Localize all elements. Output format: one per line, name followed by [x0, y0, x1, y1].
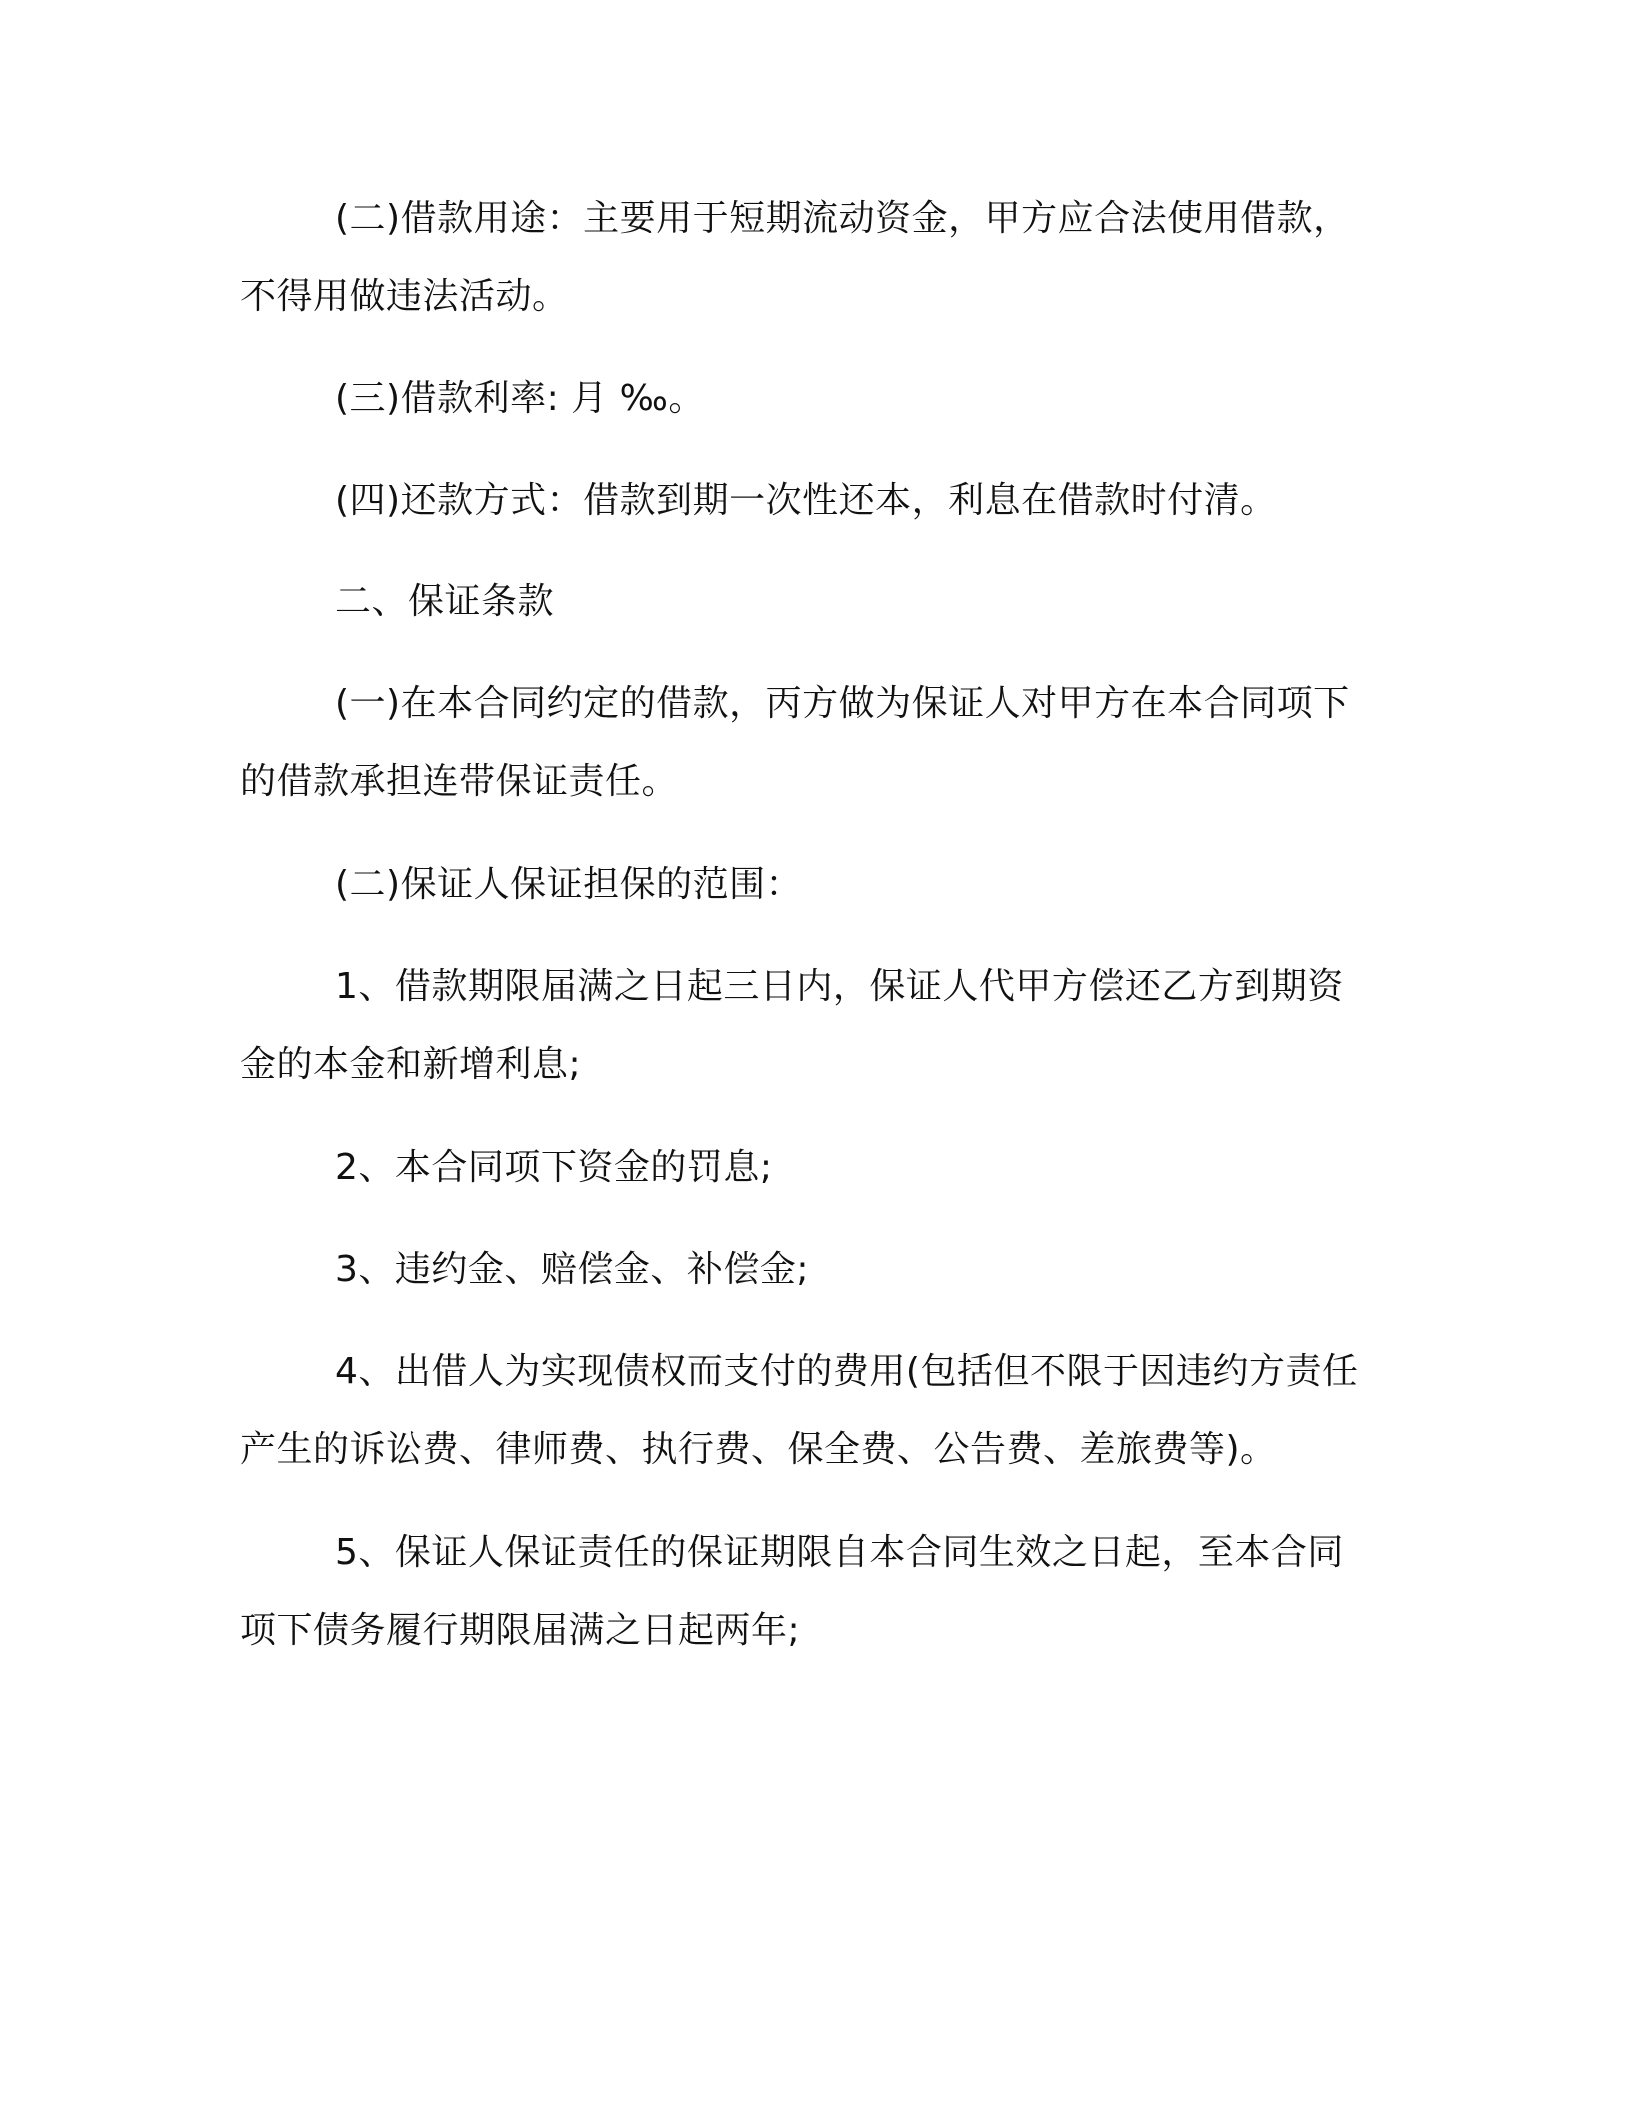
- section-heading-guarantee: 二、保证条款: [335, 581, 555, 622]
- paragraph-repayment-method: (四)还款方式：借款到期一次性还本，利息在借款时付清。: [335, 480, 1277, 521]
- paragraph-guarantee-scope: (二)保证人保证担保的范围：: [335, 864, 803, 905]
- paragraph-guarantee-liability: (一)在本合同约定的借款，丙方做为保证人对甲方在本合同项下的借款承担连带保证责任。: [240, 683, 1350, 802]
- list-item-scope-5: 5、保证人保证责任的保证期限自本合同生效之日起，至本合同项下债务履行期限届满之日起两年;: [240, 1532, 1344, 1651]
- list-item-scope-2: 2、本合同项下资金的罚息;: [335, 1147, 773, 1188]
- list-item-scope-3: 3、违约金、赔偿金、补偿金;: [335, 1249, 810, 1290]
- paragraph-loan-purpose: (二)借款用途：主要用于短期流动资金，甲方应合法使用借款，不得用做违法活动。: [240, 198, 1350, 317]
- paragraph-loan-rate: (三)借款利率: 月 ‰。: [335, 378, 705, 419]
- list-item-scope-4: 4、出借人为实现债权而支付的费用(包括但不限于因违约方责任产生的诉讼费、律师费、执行费、保全费、公告费、差旅费等)。: [240, 1351, 1359, 1470]
- list-item-scope-1: 1、借款期限届满之日起三日内，保证人代甲方偿还乙方到期资金的本金和新增利息;: [240, 966, 1344, 1085]
